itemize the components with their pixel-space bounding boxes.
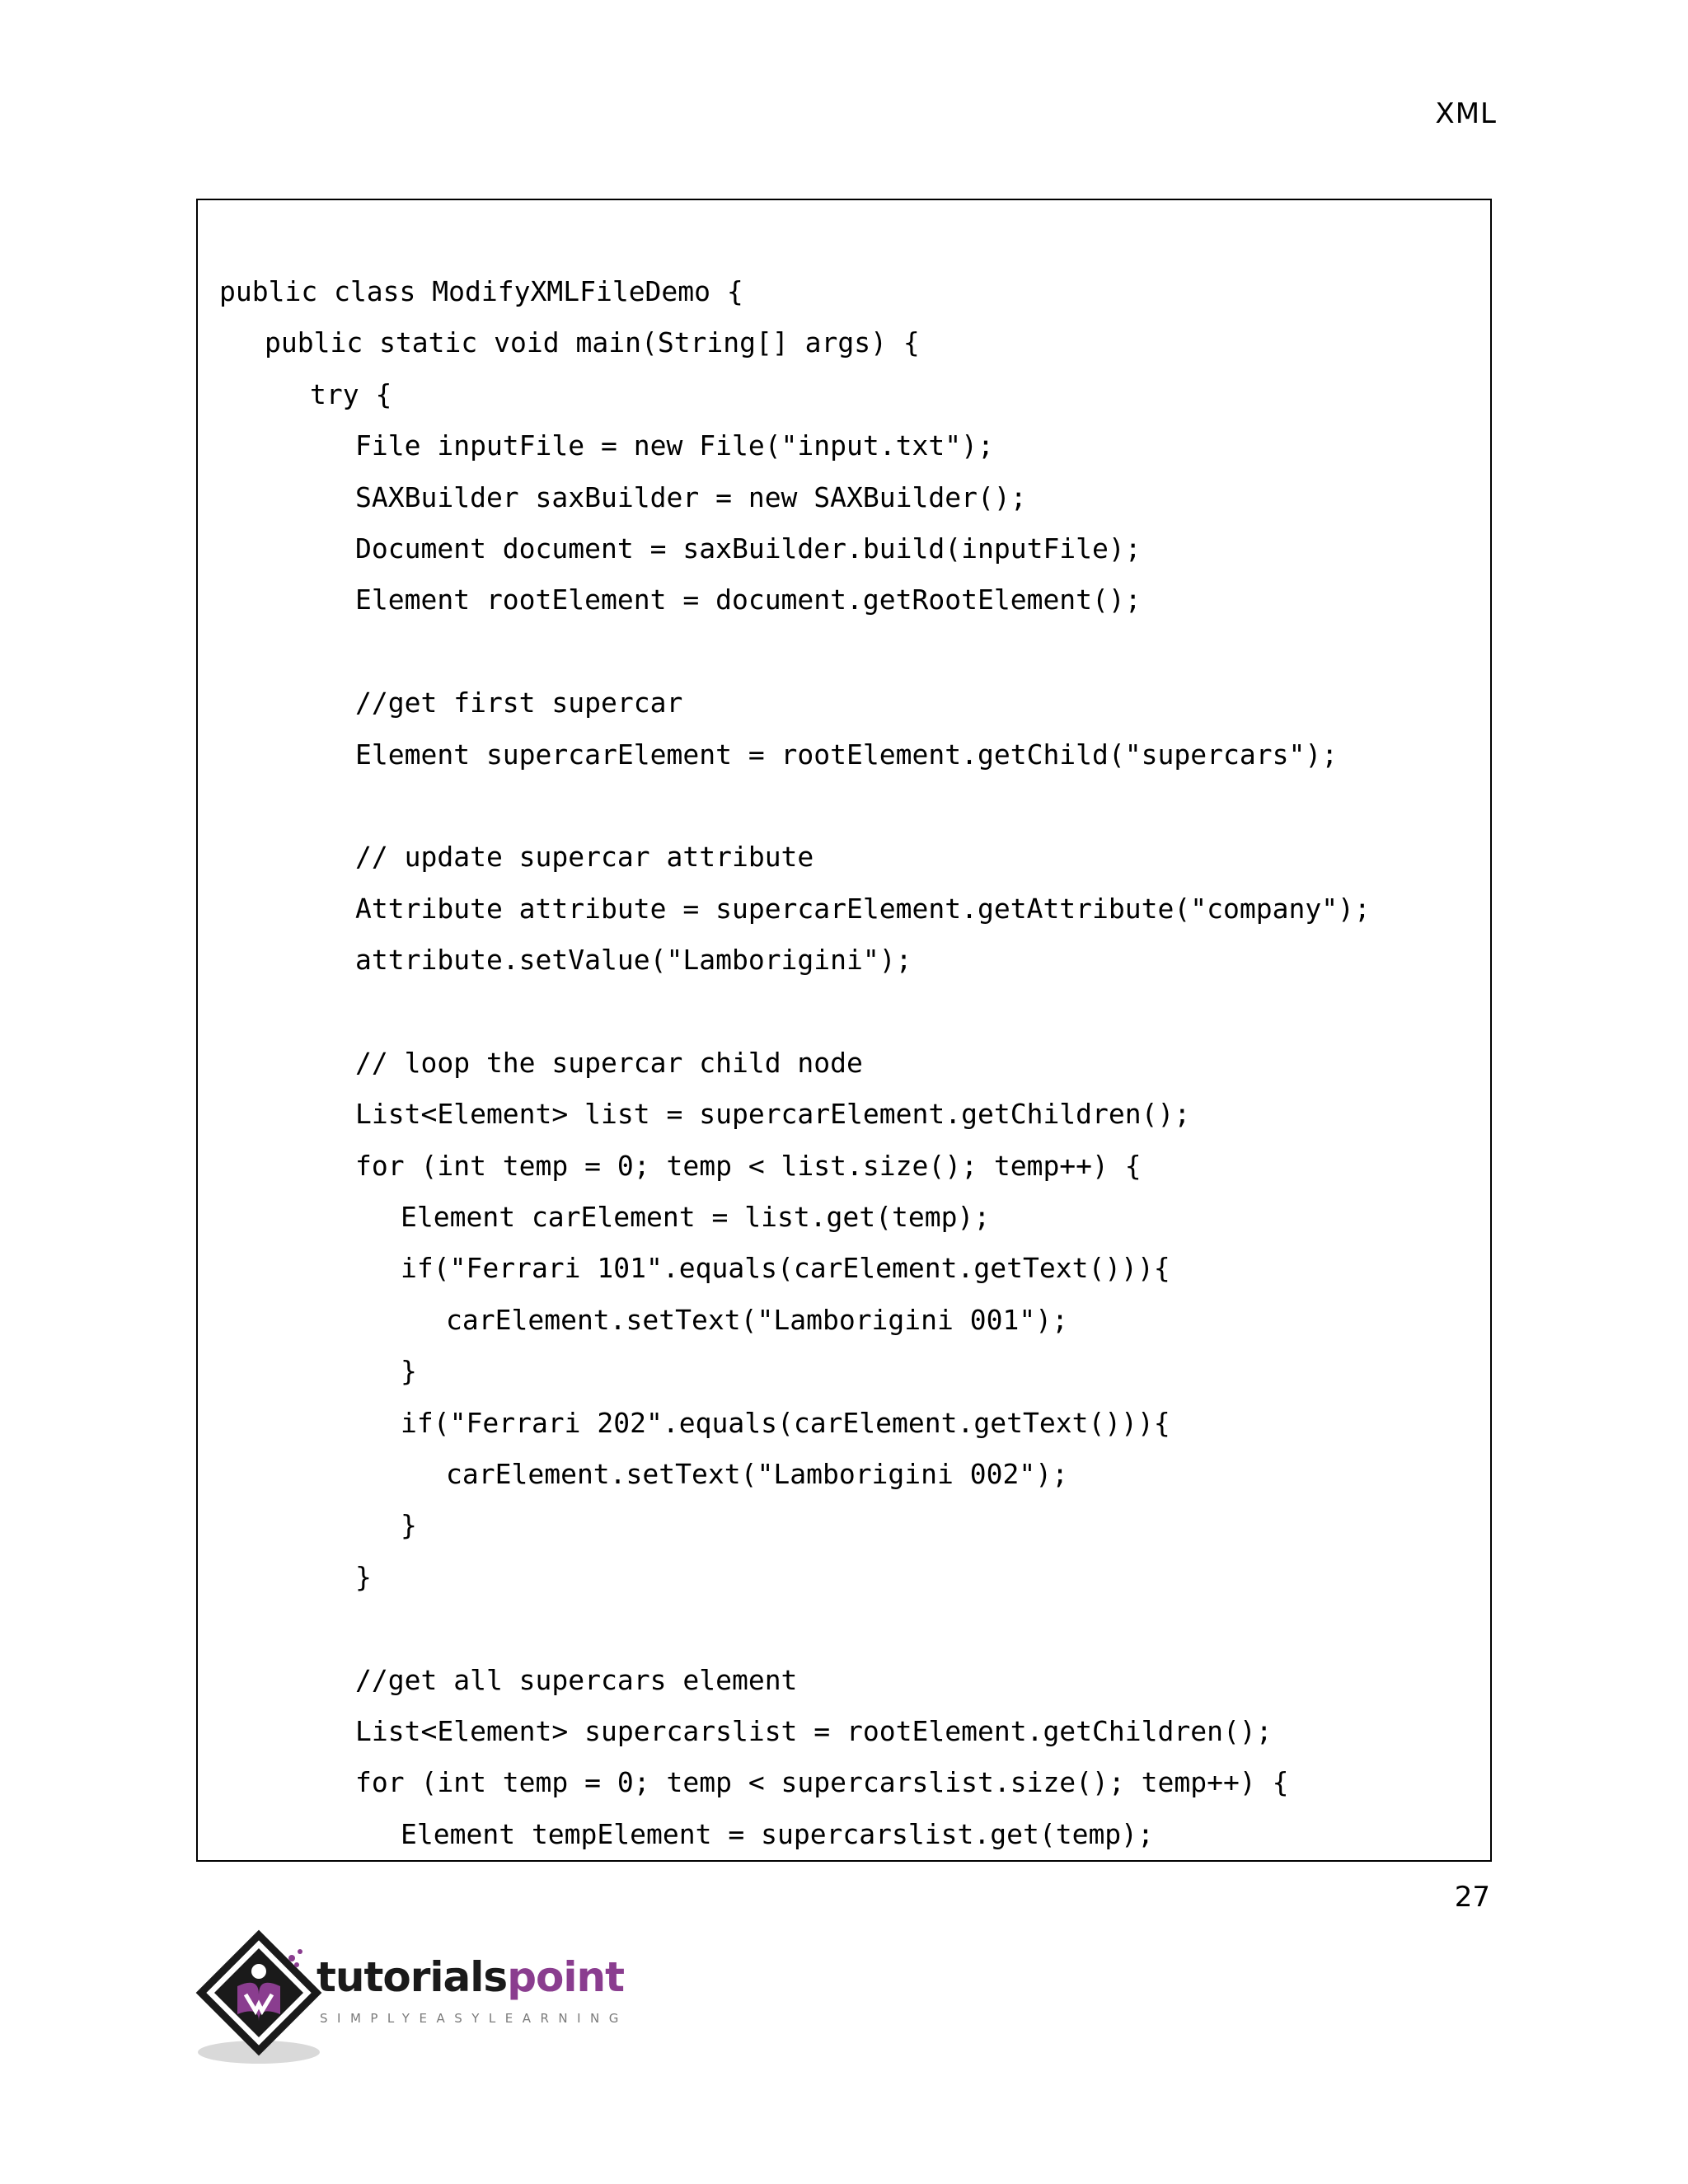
logo-tagline: SIMPLYEASYLEARNING	[320, 2011, 628, 2026]
code-line: try {	[310, 377, 392, 410]
code-line: if("Ferrari 202".equals(carElement.getText())){	[401, 1406, 1170, 1439]
code-line: Element rootElement = document.getRootElement();	[355, 583, 1142, 616]
code-line	[219, 780, 1482, 832]
code-line	[219, 986, 1482, 1037]
code-line: // update supercar attribute	[355, 841, 814, 874]
logo-word-tutorials: tutorials	[316, 1953, 508, 2001]
code-line: public class ModifyXMLFileDemo {	[219, 275, 743, 307]
code-line	[219, 626, 1482, 677]
code-lines	[219, 266, 1482, 1860]
code-line	[219, 1603, 1482, 1654]
code-line: Attribute attribute = supercarElement.getAttribute("company");	[355, 892, 1371, 925]
code-line: //get first supercar	[355, 687, 683, 719]
code-block	[196, 199, 1492, 1862]
code-line: Element tempElement = supercarslist.get(temp);	[401, 1817, 1154, 1850]
tutorialspoint-logo-icon	[195, 1929, 326, 2069]
logo-wordmark	[316, 1953, 624, 2001]
code-line: }	[355, 1560, 372, 1593]
code-line: carElement.setText("Lamborigini 001");	[446, 1303, 1068, 1336]
code-line: File inputFile = new File("input.txt");	[355, 429, 994, 462]
code-line: for (int temp = 0; temp < list.size(); temp++) {	[355, 1149, 1142, 1182]
page-number: 27	[1454, 1881, 1490, 1914]
code-line: Element supercarElement = rootElement.getChild("supercars");	[355, 738, 1339, 771]
code-line: if("Ferrari 101".equals(carElement.getText())){	[401, 1252, 1170, 1285]
page-header-title: XML	[1435, 97, 1497, 130]
code-line: }	[401, 1509, 417, 1542]
logo-word-point: point	[507, 1953, 624, 2001]
code-line: attribute.setValue("Lamborigini");	[355, 944, 912, 977]
code-line: for (int temp = 0; temp < supercarslist.size(); temp++) {	[355, 1766, 1289, 1799]
code-line: public static void main(String[] args) {	[265, 326, 920, 359]
code-line: }	[401, 1355, 417, 1388]
code-line: SAXBuilder saxBuilder = new SAXBuilder();	[355, 480, 1027, 513]
code-line: Document document = saxBuilder.build(inputFile);	[355, 532, 1142, 565]
code-line: carElement.setText("Lamborigini 002");	[446, 1457, 1068, 1490]
tutorialspoint-logo	[195, 1929, 628, 2069]
code-line: //get all supercars element	[355, 1663, 798, 1696]
code-line: List<Element> list = supercarElement.getChildren();	[355, 1098, 1191, 1131]
code-line: Element carElement = list.get(temp);	[401, 1201, 991, 1234]
code-line: // loop the supercar child node	[355, 1046, 863, 1079]
code-line: List<Element> supercarslist = rootElement.getChildren();	[355, 1714, 1273, 1747]
